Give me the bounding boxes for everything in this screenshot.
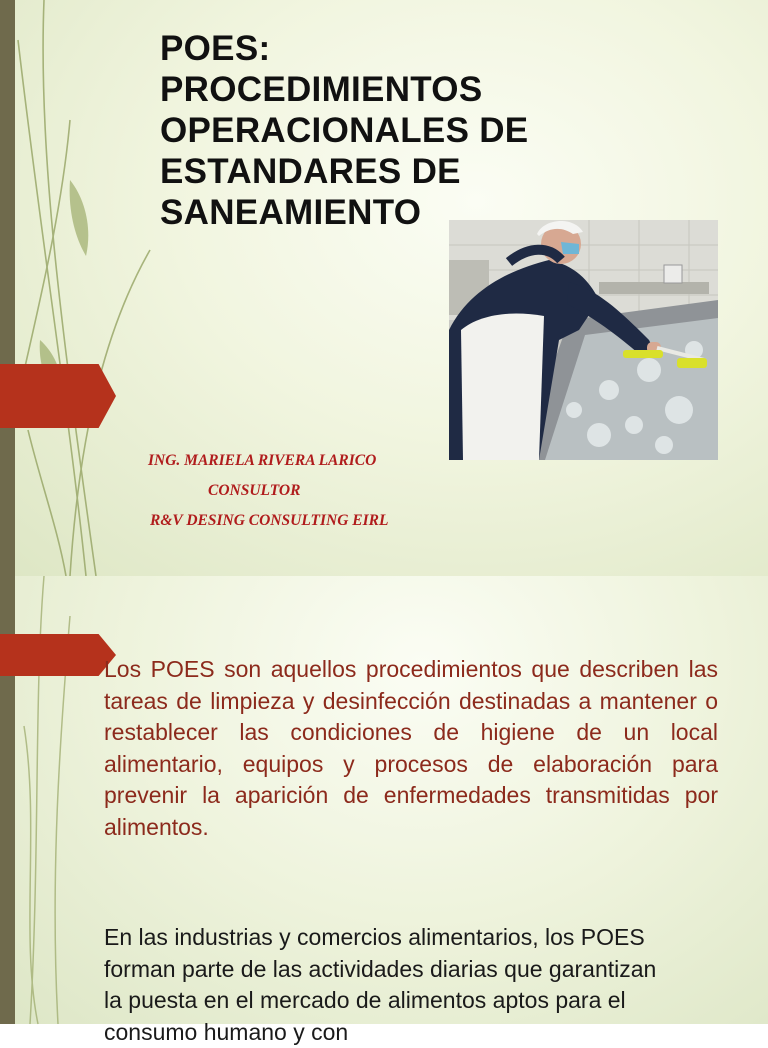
slide-title <box>160 28 580 233</box>
poes-industry-paragraph: En las industrias y comercios alimentarios, los POES forman parte de las actividades diarias que garantizan la puesta en el mercado de alimentos aptos para el consumo humano y con <box>104 924 657 1045</box>
title-line: OPERACIONALES DE <box>160 111 529 150</box>
red-arrow-tag <box>0 364 116 428</box>
author-company: R&V DESING CONSULTING EIRL <box>150 512 389 529</box>
cleaning-worker-photo <box>449 220 718 460</box>
content-slide <box>0 576 768 1045</box>
red-arrow-tag <box>0 634 116 676</box>
title-line: PROCEDIMIENTOS <box>160 70 483 109</box>
author-role: CONSULTOR <box>208 482 301 499</box>
poes-definition-paragraph: Los POES son aquellos procedimientos que describen las tareas de limpieza y desinfección destinadas a mantener o restablecer las condiciones de higiene de un local alimentario, equipos y procesos de elaboración para prevenir la aparición de enfermedades transmitidas por alimentos. <box>104 656 718 840</box>
title-line: POES: <box>160 29 271 68</box>
author-name: ING. MARIELA RIVERA LARICO <box>148 452 377 469</box>
title-line: ESTANDARES DE <box>160 152 461 191</box>
title-line: SANEAMIENTO <box>160 193 422 232</box>
